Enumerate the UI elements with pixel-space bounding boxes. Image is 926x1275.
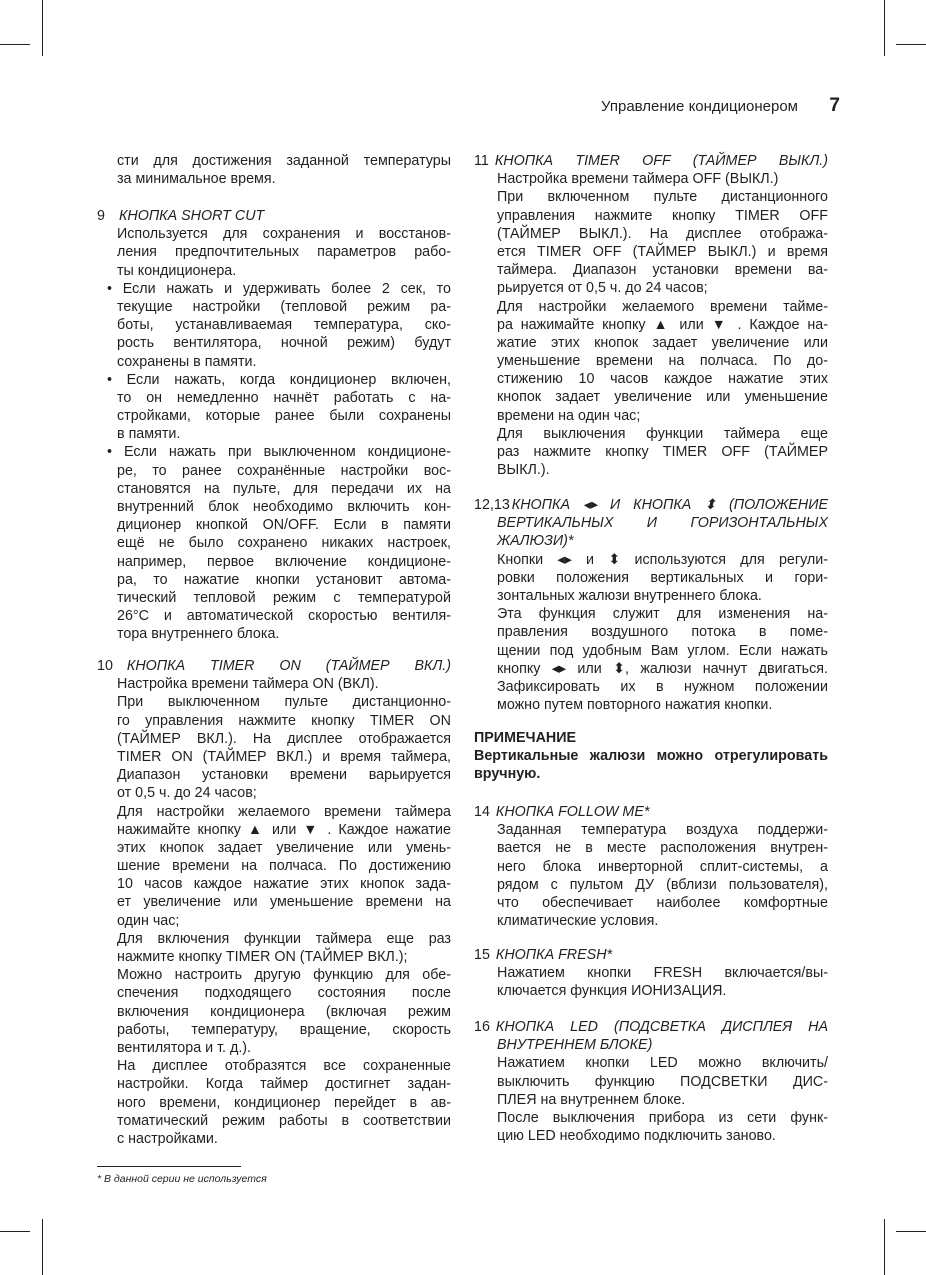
section-s12 xyxy=(474,496,828,714)
section-heading: ВНУТРЕННЕМ БЛОКЕ) xyxy=(497,1037,653,1054)
body-line: вентилятора и т. д.). xyxy=(117,1039,252,1056)
body-line: ещё не было сохранено никаких настроек, xyxy=(117,535,451,552)
body-line: стройками, которые ранее были сохранены xyxy=(117,408,451,425)
body-line: выключить функцию ПОДСВЕТКИ ДИС- xyxy=(497,1073,828,1090)
section-heading: ЖАЛЮЗИ)* xyxy=(497,533,574,550)
body-line: то он немедленно начнёт работать с на- xyxy=(117,389,451,406)
body-line: ления предпочтительных параметров рабо- xyxy=(117,244,451,261)
body-line: ВЫКЛ.). xyxy=(497,462,550,479)
section-s15 xyxy=(474,946,828,1001)
body-line: работы, температуру, вращение, скорость xyxy=(117,1021,451,1038)
body-line: Зафиксировать их в нужном положении xyxy=(497,678,828,695)
body-line: тический тепловой режим с температурой xyxy=(117,589,451,606)
section-number: 15 xyxy=(474,947,490,963)
body-line: внутренний блок необходимо включить кон- xyxy=(117,499,451,515)
body-line: кнопку ◂▸ или ⬍, жалюзи начнут двигаться. xyxy=(497,660,828,677)
body-line: становятся на пульте, для передачи их на xyxy=(117,480,451,497)
body-line: Нажатием кнопки FRESH включается/вы- xyxy=(497,965,828,982)
body-line: текущие настройки (тепловой режим ра- xyxy=(117,298,451,315)
section-heading xyxy=(474,1018,828,1036)
section-number: 16 xyxy=(474,1019,490,1035)
body-line: (ТАЙМЕР ВЫКЛ.). На дисплее отобража- xyxy=(497,225,828,242)
body-line: ра нажимайте кнопку ▲ или ▼ . Каждое на- xyxy=(497,316,828,333)
body-line: правления воздушного потока в поме- xyxy=(497,624,828,641)
body-line: этих кнопок задает увеличение или умень- xyxy=(117,839,451,856)
note-title: ПРИМЕЧАНИЕ xyxy=(474,730,577,746)
body-line: рость вентилятора, ночной режим) будут xyxy=(117,335,451,352)
section-heading xyxy=(474,803,828,821)
section-s16 xyxy=(474,1018,828,1145)
body-line: сохранены в памяти. xyxy=(117,353,257,370)
body-line: диционер кнопкой ON/OFF. Если в памяти xyxy=(117,517,451,534)
body-line: (ТАЙМЕР ВКЛ.). На дисплее отображается xyxy=(117,730,451,747)
body-line: уменьшение времени на полчаса. По до- xyxy=(497,353,828,370)
body-line: кнопок задает увеличение или уменьшение xyxy=(497,389,828,406)
body-line: вручную. xyxy=(474,766,541,783)
body-line: Эта функция служит для изменения на- xyxy=(497,606,828,623)
section-cont xyxy=(117,152,451,188)
heading-text: КНОПКА FRESH* xyxy=(495,947,613,963)
body-line: тора внутреннего блока. xyxy=(117,626,280,643)
running-header xyxy=(540,96,840,118)
body-line: Нажатием кнопки LED можно включить/ xyxy=(497,1055,828,1072)
body-line: ра, то нажатие кнопки установит автома- xyxy=(117,571,451,588)
crop-mark xyxy=(42,1219,43,1275)
body-line: После выключения прибора из сети функ- xyxy=(497,1109,828,1126)
body-line: в памяти. xyxy=(117,426,181,443)
body-line: ты кондиционера. xyxy=(117,262,237,279)
heading-text: КНОПКА SHORT CUT xyxy=(118,208,265,224)
section-number: 14 xyxy=(474,804,490,820)
body-line: Кнопки ◂▸ и ⬍ используются для регули- xyxy=(497,551,828,568)
body-line: Используется для сохранения и восстанов- xyxy=(117,226,451,243)
heading-text: КНОПКА ◂▸ И КНОПКА ⬍ (ПОЛОЖЕНИЕ xyxy=(511,497,828,513)
heading-text: КНОПКА TIMER OFF (ТАЙМЕР ВЫКЛ.) xyxy=(494,153,828,169)
body-line: Для настройки желаемого времени таймера xyxy=(117,803,451,820)
section-title: Управление кондиционером xyxy=(601,98,798,115)
body-line: Для включения функции таймера еще раз xyxy=(117,930,451,947)
body-line: Можно настроить другую функцию для обе- xyxy=(117,967,451,984)
body-line: раз нажмите кнопку TIMER OFF (ТАЙМЕР xyxy=(497,444,828,460)
body-line: TIMER ON (ТАЙМЕР ВКЛ.) и время таймера, xyxy=(117,748,451,765)
body-line: 10 часов каждое нажатие этих кнопок зада- xyxy=(117,876,451,893)
crop-mark xyxy=(884,1219,885,1275)
crop-mark xyxy=(0,1231,30,1232)
body-line: него блока инверторной сплит-системы, а xyxy=(497,858,828,875)
body-line: времени на один час; xyxy=(497,407,641,424)
body-line: что обеспечивает наиболее комфортные xyxy=(497,894,828,911)
body-line: ется TIMER OFF (ТАЙМЕР ВЫКЛ.) и время xyxy=(497,243,828,260)
body-line: При включенном пульте дистанционного xyxy=(497,189,828,206)
body-line: за минимальное время. xyxy=(117,171,276,188)
body-line: го управления нажмите кнопку TIMER ON xyxy=(117,712,451,729)
body-line: вается не в месте расположения внутрен- xyxy=(497,840,828,857)
body-line: Настройка времени таймера OFF (ВЫКЛ.) xyxy=(497,171,779,188)
body-line: таймера. Диапазон установки времени ва- xyxy=(497,262,828,279)
body-line: спечения подходящего состояния после xyxy=(117,985,451,1002)
body-line: жатие этих кнопок задает увеличение или xyxy=(497,334,828,351)
body-line: рядом с пультом ДУ (вблизи пользователя), xyxy=(497,876,828,893)
body-line: Для настройки желаемого времени тайме- xyxy=(497,298,828,315)
bullet-line: • Если нажать, когда кондиционер включен, xyxy=(107,371,451,388)
section-number: 12,13 xyxy=(474,497,510,513)
body-line: На дисплее отобразятся все сохраненные xyxy=(117,1058,451,1075)
body-line: нажмите кнопку TIMER ON (ТАЙМЕР ВКЛ.); xyxy=(117,949,408,965)
body-line: Для выключения функции таймера еще xyxy=(497,425,828,442)
body-line: включения кондиционера (включая режим xyxy=(117,1003,451,1020)
heading-text: КНОПКА TIMER ON (ТАЙМЕР ВКЛ.) xyxy=(126,658,451,674)
footnote: * В данной серии не используется xyxy=(97,1173,267,1185)
section-s9 xyxy=(97,207,451,644)
crop-mark xyxy=(0,44,30,45)
section-heading xyxy=(474,496,828,514)
body-line: Настройка времени таймера ON (ВКЛ). xyxy=(117,676,379,693)
body-line: с настройками. xyxy=(117,1130,218,1147)
bullet-line: • Если нажать при выключенном кондиционе- xyxy=(107,444,451,461)
body-line: управления нажмите кнопку TIMER OFF xyxy=(497,207,828,224)
section-s10 xyxy=(97,657,451,1148)
section-number: 9 xyxy=(97,208,105,224)
body-line: ре, то ранее сохранённые настройки вос- xyxy=(117,462,451,479)
crop-mark xyxy=(896,44,926,45)
crop-mark xyxy=(884,0,885,56)
section-s14 xyxy=(474,803,828,930)
section-heading xyxy=(97,657,451,675)
body-line: один час; xyxy=(117,912,180,929)
section-number: 10 xyxy=(97,658,113,674)
page-number: 7 xyxy=(829,95,840,116)
body-line: Диапазон установки времени варьируется xyxy=(117,767,451,784)
heading-text: КНОПКА LED (ПОДСВЕТКА ДИСПЛЕЯ НА xyxy=(495,1019,828,1035)
crop-mark xyxy=(896,1231,926,1232)
body-line: можно путем повторного нажатия кнопки. xyxy=(497,697,773,714)
body-line: ключается функция ИОНИЗАЦИЯ. xyxy=(497,983,727,1000)
body-line: ПЛЕЯ на внутреннем блоке. xyxy=(497,1091,686,1108)
body-line: цию LED необходимо подключить заново. xyxy=(497,1128,776,1145)
section-heading xyxy=(474,152,828,170)
body-line: ного времени, кондиционер перейдет в ав- xyxy=(117,1094,451,1111)
body-line: климатические условия. xyxy=(497,913,659,930)
heading-text: КНОПКА FOLLOW ME* xyxy=(495,804,650,820)
body-line: от 0,5 ч. до 24 часов; xyxy=(117,785,257,802)
body-line: шение времени на полчаса. По достижению xyxy=(117,858,451,875)
body-line: Вертикальные жалюзи можно отрегулировать xyxy=(474,748,828,765)
body-line: При выключенном пульте дистанционно- xyxy=(117,694,451,711)
body-line: боты, устанавливаемая температура, ско- xyxy=(117,317,451,334)
section-number: 11 xyxy=(474,153,489,169)
section-heading: ВЕРТИКАЛЬНЫХ И ГОРИЗОНТАЛЬНЫХ xyxy=(497,515,828,532)
body-line: томатический режим работы в соответствии xyxy=(117,1112,451,1129)
section-note xyxy=(474,729,828,784)
body-line: настройки. Когда таймер достигнет задан- xyxy=(117,1076,451,1093)
body-line: сти для достижения заданной температуры xyxy=(117,153,451,169)
body-line: ровки положения вертикальных и гори- xyxy=(497,569,828,586)
body-line: нажимайте кнопку ▲ или ▼ . Каждое нажатие xyxy=(117,821,451,838)
section-heading xyxy=(97,207,451,225)
body-line: 26°C и автоматической скоростью вентиля- xyxy=(117,608,451,625)
crop-mark xyxy=(42,0,43,56)
section-heading xyxy=(474,946,828,964)
body-line: ет увеличение или уменьшение времени на xyxy=(117,894,451,911)
body-line: зонтальных жалюзи внутреннего блока. xyxy=(497,587,762,604)
body-line: щении под удобным Вам углом. Если нажать xyxy=(497,642,828,659)
body-line: Заданная температура воздуха поддержи- xyxy=(497,822,828,839)
body-line: например, первое включение кондиционе- xyxy=(117,553,451,570)
section-s11 xyxy=(474,152,828,479)
bullet-line: • Если нажать и удерживать более 2 сек, то xyxy=(107,280,451,297)
body-line: рьируется от 0,5 ч. до 24 часов; xyxy=(497,280,708,297)
footnote-divider xyxy=(97,1166,241,1167)
body-line: стижению 10 часов каждое нажатие этих xyxy=(497,371,828,388)
